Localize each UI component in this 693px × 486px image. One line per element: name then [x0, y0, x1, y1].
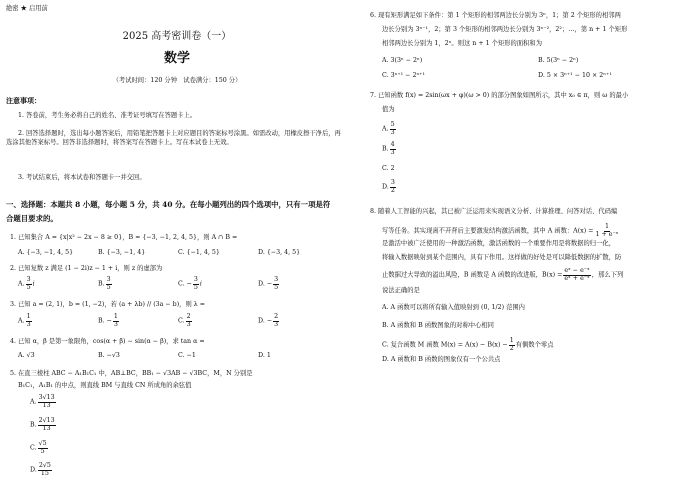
q1-option-a[interactable]: A. {−3, −1, 4, 5}	[18, 249, 74, 256]
q2-option-b[interactable]: B. $\frac{3}{5}$	[98, 276, 111, 291]
notes-heading: 注意事项：	[6, 96, 41, 105]
q8-line3: 是激活中被广泛使用的一种激活函数，激活函数的一个重要作用是将数据的归一化，	[382, 240, 615, 247]
q6-option-a[interactable]: A. 3(3ⁿ − 2ⁿ)	[382, 57, 423, 64]
q4-option-d[interactable]: D. 1	[258, 352, 271, 359]
q7-stem-line1: 7. 已知函数 f(x) = 2sin(ωx + φ)(ω > 0) 的部分图象如图所示，其中 x₀ ∈ π，则 ω 的最小	[370, 92, 629, 99]
q8-option-b[interactable]: B. A 函数和 B 函数图象的对称中心相同	[382, 322, 494, 329]
q4-stem: 4. 已知 α，β 是第一象限角，cos(α + β) − sin(α − β)，求 tan α =	[10, 338, 205, 345]
note-item-1: 1. 答卷前，考生务必将自己的姓名、准考证号填写在答题卡上。	[18, 112, 197, 119]
q1-stem: 1. 已知集合 A = {x|x² − 2x − 8 ≥ 0}，B = {−3, −1, 2, 4, 5}，则 A ∩ B =	[10, 234, 238, 241]
q4-option-a[interactable]: A. √3	[18, 352, 35, 359]
q8-option-a[interactable]: A. A 函数可以将所有输入值映射到 (0, 1/2) 范围内	[382, 304, 525, 311]
subject-title: 数学	[163, 51, 190, 66]
q4-option-c[interactable]: C. −1	[178, 352, 196, 359]
q1-option-c[interactable]: C. {−1, 4, 5}	[178, 249, 220, 256]
q7-option-d[interactable]: D. $\frac{3}{2}$	[382, 179, 395, 194]
q6-line1: 6. 现有矩形满足如下条件：第 1 个矩形的相邻两边长分别为 3ⁿ，1；第 2 个矩形的相邻两	[370, 12, 621, 19]
q8-option-d[interactable]: D. A 函数和 B 函数的图象仅有一个公共点	[382, 356, 501, 363]
exam-info: （考试时间：120 分钟 试卷满分：150 分）	[112, 77, 242, 84]
q3-option-d[interactable]: D. − $\frac{2}{3}$	[258, 313, 279, 328]
q8-line6: 说法正确的是	[382, 287, 420, 294]
q3-stem: 3. 已知 a = (2, 1)，b = (1, −2)，若 (a + λb) // (3a − b)，则 λ =	[10, 301, 206, 308]
q5-option-b[interactable]: B. $\frac{2√13}{13}$	[30, 417, 55, 432]
q7-stem-line2: 值为	[382, 106, 395, 113]
q5-stem-line2: B₁C₁，A₁B₁ 的中点，则直线 BM 与直线 CN 所成角的余弦值	[18, 382, 192, 389]
q6-line2: 边长分别为 3ⁿ⁻¹，2；第 3 个矩形的相邻两边长分别为 3ⁿ⁻²，2²；…，第 n + 1 个矩形	[382, 26, 628, 33]
q5-option-d[interactable]: D. $\frac{2√5}{15}$	[30, 462, 51, 477]
q2-option-c[interactable]: C. − $\frac{3}{5}$ i	[178, 276, 202, 291]
q3-option-a[interactable]: A. $\frac{1}{3}$	[18, 313, 31, 328]
q2-stem: 2. 已知复数 z 满足 (1 − 2i)z − 1 + i，则 z 的虚部为	[10, 265, 163, 272]
q5-option-a[interactable]: A. $\frac{3√13}{13}$	[30, 394, 55, 409]
q6-line3: 相邻两边长分别为 1，2ⁿ。则这 n + 1 个矩形的面积和为	[382, 40, 543, 47]
q7-option-b[interactable]: B. $\frac{4}{3}$	[382, 141, 395, 156]
note-item-3: 3. 考试结束后，将本试卷和答题卡一并交回。	[18, 174, 146, 181]
q2-option-a[interactable]: A. $\frac{3}{5}$ i	[18, 276, 35, 291]
q6-option-c[interactable]: C. 3ⁿ⁺¹ − 2ⁿ⁺¹	[382, 72, 426, 79]
q3-option-c[interactable]: C. $\frac{2}{3}$	[178, 313, 191, 328]
q3-option-b[interactable]: B. − $\frac{1}{3}$	[98, 313, 118, 328]
q5-option-c[interactable]: C. $\frac{√5}{5}$	[30, 440, 47, 455]
q2-option-d[interactable]: D. − $\frac{3}{5}$	[258, 276, 279, 291]
q6-option-d[interactable]: D. 5 × 3ⁿ⁺¹ − 10 × 2ⁿ⁺¹	[538, 72, 612, 79]
q7-option-a[interactable]: A. $\frac{5}{3}$	[382, 121, 395, 136]
q4-option-b[interactable]: B. −√3	[98, 352, 120, 359]
q8-line4: 将输入数据映射到某个范围内，具有下作用。这样做的好处是可以降低数据的扩散，防	[382, 254, 622, 261]
right-column	[360, 0, 688, 486]
q7-option-c[interactable]: C. 2	[382, 165, 395, 172]
q8-line2: 写等任务。其实现离不开背后主要激发结构激活函数，其中 A 函数：A(x) = $\frac{1}{\text{1 + e⁻ˣ}}$	[382, 223, 619, 238]
q8-line1: 8. 随着人工智能的兴起，其已被广泛运用来实现语义分析、计算推理、问答对话、代码编	[370, 208, 618, 215]
exam-title: 2025 高考密训卷（一）	[122, 31, 232, 42]
q1-option-b[interactable]: B. {−3, −1, 4}	[98, 249, 146, 256]
q5-stem-line1: 5. 在直三棱柱 ABC − A₁B₁C₁ 中，AB⊥BC，BB₁ − √3AB − √3BC，M，N 分别是	[10, 370, 253, 377]
section1-heading: 一、选择题：本题共 8 小题，每小题 5 分，共 40 分。在每小题列出的四个选项中，只有一项是符合题目要求的。	[6, 200, 331, 224]
q8-option-c[interactable]: C. 复合函数 M 函数 M(x) = A(x) − B(x) − $\frac{1}{2}$ 有偶数个零点	[382, 337, 554, 352]
q6-option-b[interactable]: B. 5(3ⁿ − 2ⁿ)	[538, 57, 579, 64]
note-item-2: 2. 回答选择题时，选出每小题答案后，用铅笔把答题卡上对应题目的答案标号涂黑。如需改动，用橡皮擦干净后，再选涂其他答案标号。回答非选择题时，将答案写在答题卡上。写在本试卷上无效。	[6, 130, 341, 146]
q1-option-d[interactable]: D. {−3, 4, 5}	[258, 249, 301, 256]
secret-label: 絶密 ★ 启用前	[6, 5, 48, 12]
left-column	[6, 0, 348, 486]
q8-line5: 止数据过大导致的溢出风险，B 函数是 A 函数的改进版，B(x) = $\frac{\text{eˣ − e⁻ˣ}}{\text{eˣ + e⁻ˣ}}$ ，那么下列	[382, 267, 624, 282]
